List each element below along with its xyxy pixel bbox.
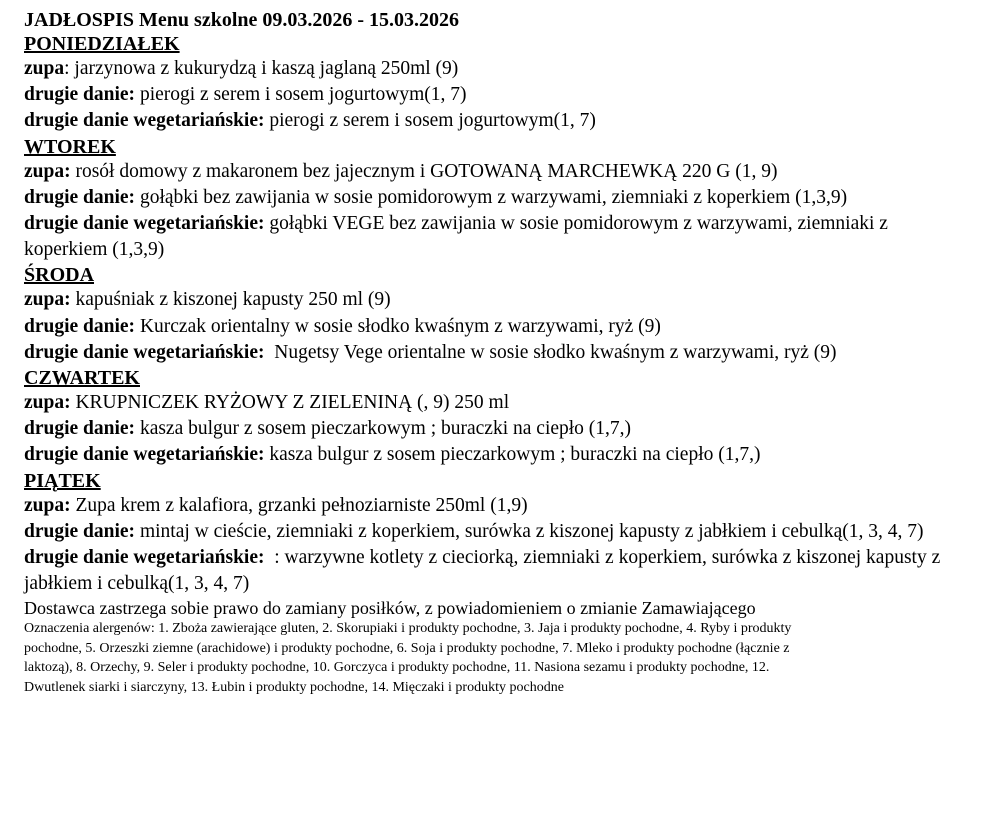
menu-item-vegetarian xyxy=(24,545,974,597)
menu-item-main xyxy=(24,416,974,442)
day-heading: CZWARTEK xyxy=(24,367,140,390)
item-text: Kurczak orientalny w sosie słodko kwaśnym z warzywami, ryż (9) xyxy=(139,315,661,337)
item-text: : warzywne kotlety z cieciorką, ziemniaki z koperkiem, surówka z kiszonej kapusty z jabłkiem i cebulką(1, 3, 4, 7) xyxy=(24,547,941,595)
menu-item-vegetarian xyxy=(24,442,974,468)
day-heading: PIĄTEK xyxy=(24,469,101,492)
menu-item-soup xyxy=(24,390,974,416)
allergen-legend: Oznaczenia alergenów: 1. Zboża zawierające gluten, 2. Skorupiaki i produkty pochodne, 3. Jaja i produkty pochodne, 4. Ryby i produkty pochodne, 5. Orzeszki ziemne (arachidowe) i produkty pochodne, 6. Soja i produkty pochodne, 7. Mleko i produkty pochodne (łącznie z laktozą), 8. Orzechy, 9. Seler i produkty pochodne, 10. Gorczyca i produkty pochodne, 11. Nasiona sezamu i produkty pochodne, 12. Dwutlenek siarki i siarczyny, 13. Łubin i produkty pochodne, 14. Mięczaki i produkty pochodne xyxy=(24,621,792,695)
day-thursday xyxy=(24,366,974,469)
menu-item-soup: zupa: jarzynowa z kukurydzą i kaszą jaglaną 250ml (9) xyxy=(24,58,459,79)
menu-item-vegetarian xyxy=(24,108,974,134)
day-heading: WTOREK xyxy=(24,135,116,158)
item-label: zupa: xyxy=(24,289,71,311)
day-friday xyxy=(24,469,974,598)
menu-document xyxy=(24,8,974,697)
menu-item-main xyxy=(24,82,974,108)
item-label: drugie danie wegetariańskie: xyxy=(24,547,265,569)
menu-item-soup xyxy=(24,287,974,313)
item-text: KRUPNICZEK RYŻOWY Z ZIELENINĄ (, 9) 250 ml xyxy=(75,392,510,414)
document-title: JADŁOSPIS Menu szkolne 09.03.2026 - 15.03.2026 xyxy=(24,9,460,31)
item-text: gołąbki VEGE bez zawijania w sosie pomidorowym z warzywami, ziemniaki z koperkiem (1,3,9) xyxy=(24,213,888,261)
item-text: kapuśniak z kiszonej kapusty 250 ml (9) xyxy=(75,289,391,311)
menu-item-vegetarian xyxy=(24,340,974,366)
item-text: Nugetsy Vege orientalne w sosie słodko kwaśnym z warzywami, ryż (9) xyxy=(274,341,837,363)
item-label: zupa xyxy=(24,58,65,79)
item-text: Zupa krem z kalafiora, grzanki pełnoziarniste 250ml (1,9) xyxy=(75,494,528,516)
item-text: jarzynowa z kukurydzą i kaszą jaglaną 250ml (9) xyxy=(74,58,459,79)
menu-item-vegetarian xyxy=(24,211,974,263)
item-label: zupa: xyxy=(24,392,71,414)
item-text: mintaj w cieście, ziemniaki z koperkiem, surówka z kiszonej kapusty z jabłkiem i cebulką(1, 3, 4, 7) xyxy=(139,520,924,542)
item-text: rosół domowy z makaronem bez jajecznym i GOTOWANĄ MARCHEWKĄ 220 G (1, 9) xyxy=(75,160,778,182)
item-label: drugie danie wegetariańskie: xyxy=(24,444,265,466)
item-text: pierogi z serem i sosem jogurtowym(1, 7) xyxy=(139,84,467,106)
item-label: drugie danie wegetariańskie: xyxy=(24,341,265,363)
menu-item-soup xyxy=(24,493,974,519)
menu-item-main xyxy=(24,519,974,545)
item-label: drugie danie wegetariańskie: xyxy=(24,213,265,235)
item-label: drugie danie: xyxy=(24,520,136,542)
menu-item-main xyxy=(24,314,974,340)
menu-item-main xyxy=(24,185,974,211)
day-wednesday xyxy=(24,263,974,366)
item-text: kasza bulgur z sosem pieczarkowym ; buraczki na ciepło (1,7,) xyxy=(269,444,761,466)
day-monday xyxy=(24,32,974,135)
item-label: drugie danie: xyxy=(24,315,136,337)
supplier-notice: Dostawca zastrzega sobie prawo do zamiany posiłków, z powiadomieniem o zmianie Zamawiającego xyxy=(24,598,756,619)
item-label: drugie danie: xyxy=(24,84,136,106)
item-label: zupa: xyxy=(24,160,71,182)
item-text: gołąbki bez zawijania w sosie pomidorowym z warzywami, ziemniaki z koperkiem (1,3,9) xyxy=(139,186,848,208)
item-label: drugie danie: xyxy=(24,186,136,208)
day-heading: ŚRODA xyxy=(24,264,95,287)
item-label: drugie danie wegetariańskie: xyxy=(24,110,265,132)
day-heading: PONIEDZIAŁEK xyxy=(24,33,180,55)
menu-item-soup xyxy=(24,159,974,185)
item-label: zupa: xyxy=(24,494,71,516)
item-label: drugie danie: xyxy=(24,418,136,440)
item-text: pierogi z serem i sosem jogurtowym(1, 7) xyxy=(269,110,596,132)
day-tuesday xyxy=(24,135,974,264)
item-text: kasza bulgur z sosem pieczarkowym ; buraczki na ciepło (1,7,) xyxy=(139,418,632,440)
